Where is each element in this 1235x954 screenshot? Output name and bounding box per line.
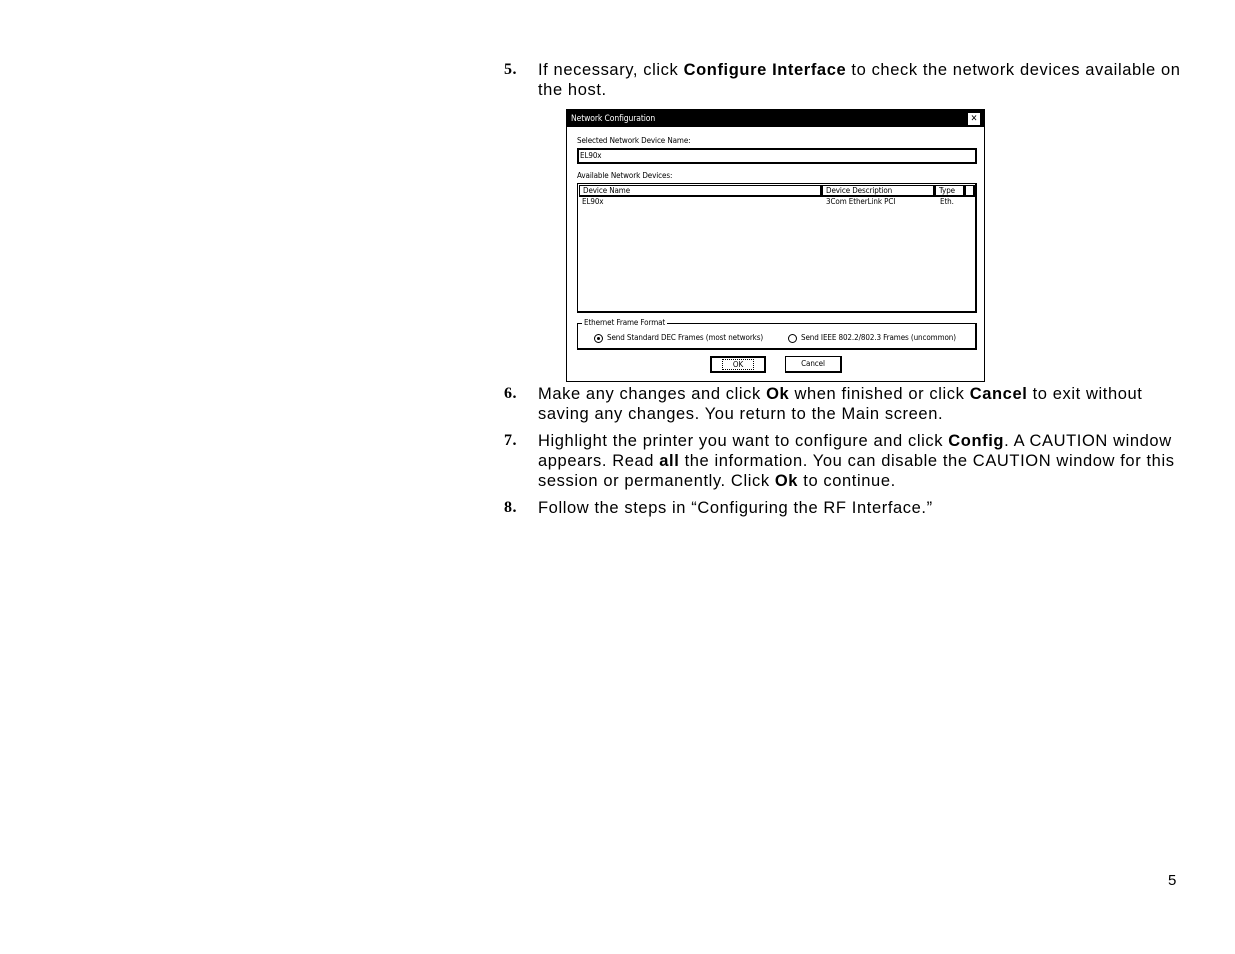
radio-selected-icon [594,334,603,343]
dialog-title: Network Configuration [571,114,656,124]
row-device-description[interactable]: 3Com EtherLink PCI [826,197,896,206]
column-header-device-description[interactable]: Device Description [822,185,935,197]
step-number: 8. [504,499,517,516]
step-number: 7. [504,432,517,449]
row-device-type[interactable]: Eth. [940,197,954,206]
selected-device-label: Selected Network Device Name: [577,136,691,145]
step-text: If necessary, click Configure Interface to check the network devices available on the host. [538,61,1181,99]
close-icon[interactable]: ✕ [968,113,980,125]
step-number: 5. [504,61,517,78]
column-header-type[interactable]: Type [935,185,965,197]
row-device-name[interactable]: EL90x [582,197,604,206]
step-6 [504,384,1194,424]
cancel-button[interactable]: Cancel [785,356,842,373]
ok-button[interactable]: OK [710,356,766,373]
step-5 [504,60,1194,100]
column-header-empty [965,185,975,197]
column-header-device-name[interactable]: Device Name [579,185,822,197]
step-text: Follow the steps in “Configuring the RF Interface.” [538,499,933,517]
radio-standard-dec-frames[interactable]: Send Standard DEC Frames (most networks) [594,333,763,343]
frame-format-group [577,318,977,350]
network-configuration-dialog [566,109,985,382]
step-7 [504,431,1194,491]
device-list[interactable] [577,183,977,313]
step-8 [504,498,1194,518]
radio-unselected-icon [788,334,797,343]
available-devices-label: Available Network Devices: [577,171,673,180]
step-text: Make any changes and click Ok when finished or click Cancel to exit without saving any changes. You return to the Main screen. [538,385,1143,423]
radio-ieee-frames[interactable]: Send IEEE 802.2/802.3 Frames (uncommon) [788,333,956,343]
selected-device-input[interactable]: EL90x [577,148,977,164]
step-number: 6. [504,385,517,402]
step-text: Highlight the printer you want to configure and click Config. A CAUTION window appears. Read all the information. You can disable the CAUTION window for this session or permanently. Click Ok to continue. [538,432,1175,490]
frame-format-label: Ethernet Frame Format [584,318,666,327]
dialog-titlebar[interactable] [567,110,984,127]
page-number: 5 [1168,872,1177,889]
